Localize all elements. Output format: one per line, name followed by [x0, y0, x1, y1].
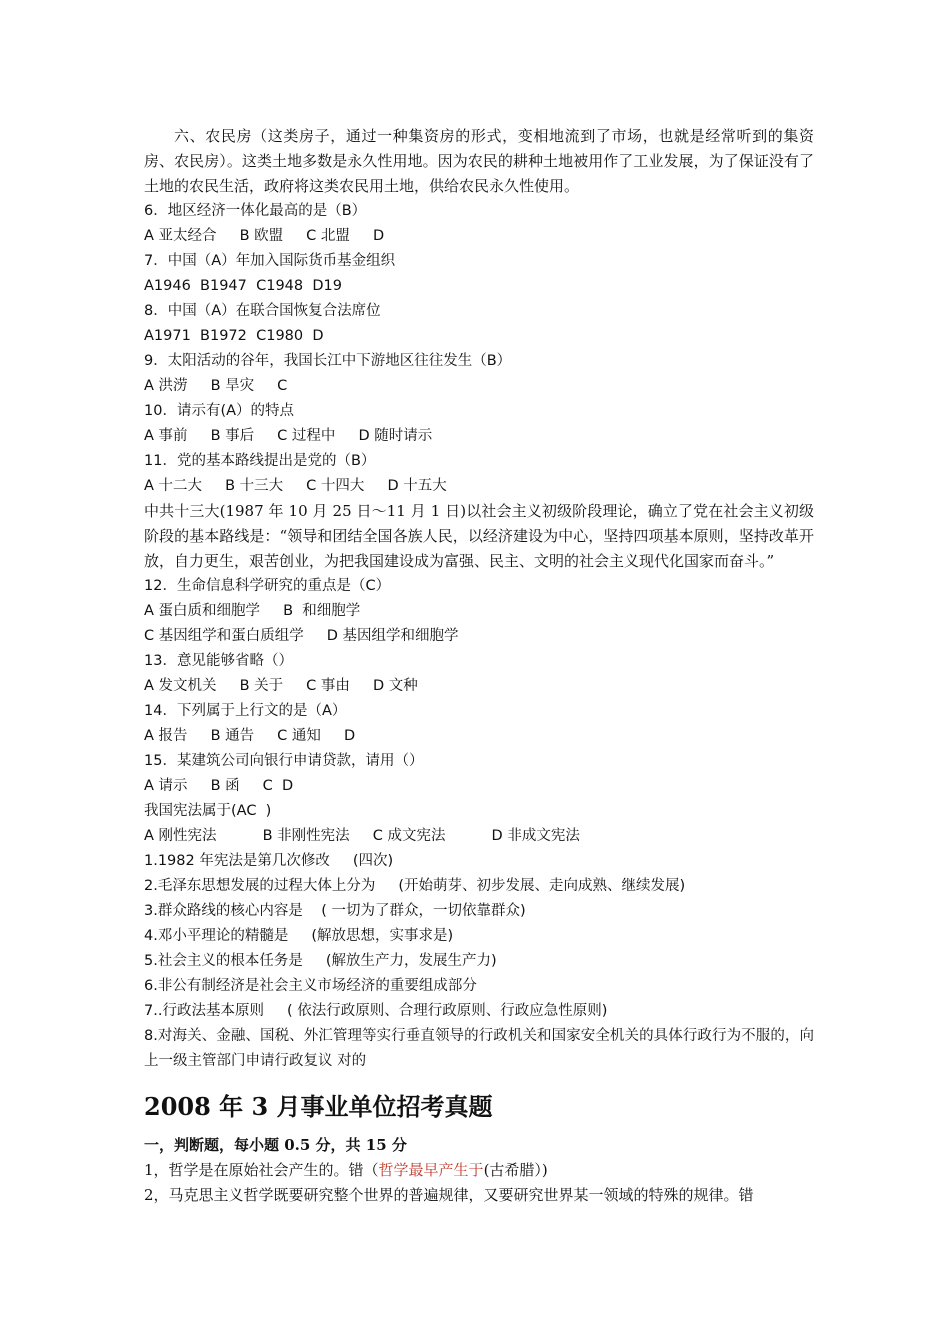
question-line: C 基因组学和蛋白质组学 D 基因组学和细胞学: [144, 628, 459, 644]
question-line: 6．地区经济一体化最高的是（B）: [144, 203, 367, 219]
question-line: 8．中国（A）在联合国恢复合法席位: [144, 303, 381, 319]
question-line: A1971 B1972 C1980 D: [144, 328, 324, 344]
question-line: 13．意见能够省略（）: [144, 653, 293, 669]
page-heading: 2008 年 3 月事业单位招考真题: [144, 1092, 493, 1121]
question-line: 3.群众路线的核心内容是 ( 一切为了群众，一切依靠群众): [144, 903, 526, 919]
judgement-question-1: [144, 1158, 814, 1183]
question-line: 9．太阳活动的谷年，我国长江中下游地区往往发生（B）: [144, 353, 512, 369]
question-line: A 报告 B 通告 C 通知 D: [144, 728, 356, 744]
question-line: A1946 B1947 C1948 D19: [144, 278, 342, 294]
question-line: A 请示 B 函 C D: [144, 778, 294, 794]
question-line: 4.邓小平理论的精髓是 (解放思想，实事求是): [144, 928, 454, 944]
q1-prefix: 1，哲学是在原始社会产生的。错（: [144, 1161, 379, 1179]
question-line: A 事前 B 事后 C 过程中 D 随时请示: [144, 428, 433, 444]
judgement-question-2: 2，马克思主义哲学既要研究整个世界的普遍规律，又要研究世界某一领域的特殊的规律。错: [144, 1186, 754, 1204]
q1-suffix: (古希腊）): [483, 1161, 548, 1179]
item-8-paragraph: 8.对海关、金融、国税、外汇管理等实行垂直领导的行政机关和国家安全机关的具体行政行为不服的，向上一级主管部门申请行政复议 对的: [144, 1028, 814, 1069]
question-line: 7..行政法基本原则 ( 依法行政原则、合理行政原则、行政应急性原则): [144, 1003, 608, 1019]
question-line: 10．请示有(A）的特点: [144, 403, 295, 419]
question-line: A 蛋白质和细胞学 B 和细胞学: [144, 603, 361, 619]
question-line: A 发文机关 B 关于 C 事由 D 文种: [144, 678, 418, 694]
question-list-b: [144, 574, 814, 1024]
question-line: 1.1982 年宪法是第几次修改 (四次): [144, 853, 394, 869]
question-line: A 十二大 B 十三大 C 十四大 D 十五大: [144, 478, 447, 494]
document-page: [144, 124, 814, 1208]
question-line: 6.非公有制经济是社会主义市场经济的重要组成部分: [144, 978, 477, 994]
question-list-a: [144, 199, 814, 499]
question-line: 11．党的基本路线提出是党的（B）: [144, 453, 376, 469]
question-line: 15．某建筑公司向银行申请贷款，请用（）: [144, 753, 424, 769]
intro-paragraph: 六、农民房（这类房子，通过一种集资房的形式，变相地流到了市场，也就是经常听到的集资房、农民房）。这类土地多数是永久性用地。因为农民的耕种土地被用作了工业发展，为了保证没有了土地的农民生活，政府将这类农民用土地，供给农民永久性使用。: [144, 127, 814, 195]
question-line: A 刚性宪法 B 非刚性宪法 C 成文宪法 D 非成文宪法: [144, 828, 580, 844]
q1-highlight: 哲学最早产生于: [378, 1161, 484, 1179]
question-line: A 洪涝 B 旱灾 C: [144, 378, 288, 394]
question-line: 我国宪法属于(AC ): [144, 803, 272, 819]
question-line: 7．中国（A）年加入国际货币基金组织: [144, 253, 396, 269]
question-line: 5.社会主义的根本任务是 (解放生产力，发展生产力): [144, 953, 497, 969]
question-line: 12．生命信息科学研究的重点是（C）: [144, 578, 391, 594]
section-title: 一，判断题，每小题 0.5 分，共 15 分: [144, 1136, 407, 1154]
question-line: 2.毛泽东思想发展的过程大体上分为 (开始萌芽、初步发展、走向成熟、继续发展): [144, 878, 686, 894]
question-line: A 亚太经合 B 欧盟 C 北盟 D: [144, 228, 385, 244]
question-line: 14．下列属于上行文的是（A）: [144, 703, 347, 719]
note-paragraph: 中共十三大(1987 年 10 月 25 日～11 月 1 日)以社会主义初级阶段理论，确立了党在社会主义初级阶段的基本路线是：“领导和团结全国各族人民，以经济建设为中心，坚持四项基本原则，坚持改革开放，自力更生，艰苦创业，为把我国建设成为富强、民主、文明的社会主义现代化国家而奋斗。”: [144, 502, 814, 570]
